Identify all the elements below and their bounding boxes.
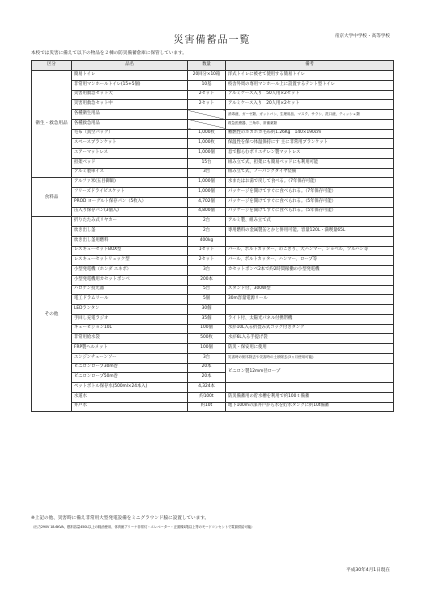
item-qty: 100個 xyxy=(188,324,226,334)
item-name: スペースブランケット xyxy=(72,139,188,149)
item-qty: 20回分×10箱 xyxy=(188,71,226,81)
table-row xyxy=(32,110,394,120)
school-name: 帝京大学中学校・高等学校 xyxy=(334,34,390,39)
table-row xyxy=(32,285,394,295)
item-name: ビニロンロープ50m巻 xyxy=(72,373,188,383)
item-qty: 5個 xyxy=(188,295,226,305)
item-qty: 4,800個 xyxy=(188,207,226,217)
item-note: 地下100mの深井戸から水を貯水タンクに約10t備蓄 xyxy=(226,402,394,412)
item-note: パッケージを開けてすぐに食べられる。（5年保存可能） xyxy=(226,207,394,217)
item-qty: 200本 xyxy=(188,275,226,285)
item-name: 手回し充電ラジオ xyxy=(72,314,188,324)
item-qty: 1,000個 xyxy=(188,178,226,188)
item-qty: 4,702個 xyxy=(188,197,226,207)
item-note: アルミケース入り 50人用×2セット xyxy=(226,90,394,100)
item-name: 毛布（真空パック） xyxy=(72,129,188,139)
item-note: 災害時の倒木除去や災害時の土砂除去(3ヵ月使用可能) xyxy=(226,353,394,363)
table-row xyxy=(32,353,394,363)
item-name: 井戸水 xyxy=(72,402,188,412)
table-row xyxy=(32,129,394,139)
item-name: エアーマットレス xyxy=(72,149,188,159)
table-row xyxy=(32,188,394,198)
table-row xyxy=(32,256,394,266)
table-row xyxy=(32,314,394,324)
item-qty: 100個 xyxy=(188,344,226,354)
table-row xyxy=(32,236,394,246)
header-quantity: 数量 xyxy=(188,61,226,71)
item-qty: 3台 xyxy=(188,266,226,276)
item-name: 小型発電機用カセットボンベ xyxy=(72,275,188,285)
table-row xyxy=(32,305,394,315)
item-note: 水またはお湯で戻して食べる。（7年保存可能） xyxy=(226,178,394,188)
table-row xyxy=(32,324,394,334)
item-note xyxy=(226,275,394,285)
item-name: 缶入り保存パン(3個入) xyxy=(72,207,188,217)
table-row xyxy=(32,402,394,412)
category-food: 食料品 xyxy=(32,178,72,217)
header-category: 区分 xyxy=(32,61,72,71)
item-name: LEDランタン xyxy=(72,305,188,315)
table-row xyxy=(32,275,394,285)
item-name: PROD ヨーグルト保存パン（5枚入） xyxy=(72,197,188,207)
table-row xyxy=(32,295,394,305)
item-qty: 1,000個 xyxy=(188,188,226,198)
item-name: キュービジョン10L xyxy=(72,324,188,334)
intro-text: 本校では災害に備えて以下の物品を２棟の防災備蓄倉庫に保管しています。 xyxy=(31,51,187,56)
item-note: ライト付、太陽光パネル付携帯機 xyxy=(226,314,394,324)
table-row xyxy=(32,227,394,237)
table-row xyxy=(32,246,394,256)
table-row xyxy=(32,71,394,81)
item-name: ペットボトル保存水(500ml×24本入) xyxy=(72,383,188,393)
item-qty: 2セット xyxy=(188,100,226,110)
item-note: 息で膨らむポリエチレン製マットレス xyxy=(226,149,394,159)
item-qty: 1,000個 xyxy=(188,149,226,159)
item-qty: 15台 xyxy=(188,158,226,168)
table-row xyxy=(32,266,394,276)
item-qty: 5台 xyxy=(188,285,226,295)
item-note: 救急医療器、三角巾、常備薬類 xyxy=(226,119,394,129)
item-note: 組み立て式、担架にも簡易ベッドにも利用可能 xyxy=(226,158,394,168)
table-row xyxy=(32,119,394,129)
item-qty: 3台 xyxy=(188,168,226,178)
item-note: パッケージを開けてすぐに食べられる。（5年保存可能） xyxy=(226,197,394,207)
item-name: アルファ米(五目御飯) xyxy=(72,178,188,188)
item-qty: 約10t xyxy=(188,402,226,412)
item-name: 水道水 xyxy=(72,392,188,402)
table-row xyxy=(32,363,394,373)
item-note: スタンド付、300W型 xyxy=(226,285,394,295)
table-header-row xyxy=(32,61,394,71)
item-name: 担架ベッド xyxy=(72,158,188,168)
item-note: 校舎外周の専用マンホール上に設置するテント型トイレ xyxy=(226,80,394,90)
item-name: アルミ製車イス xyxy=(72,168,188,178)
item-note: 水が10L入る折畳み式コック付きタンク xyxy=(226,324,394,334)
table-row xyxy=(32,139,394,149)
item-qty: 約100t xyxy=(188,392,226,402)
table-row xyxy=(32,168,394,178)
table-row xyxy=(32,197,394,207)
item-qty: 20本 xyxy=(188,373,226,383)
item-name: ハロゲン投光器 xyxy=(72,285,188,295)
table-row xyxy=(32,344,394,354)
footnote-generator: ※上記の他、災害時に備え非常用大型発電設備をミニグラウンド脇に設置しています。 xyxy=(31,516,210,521)
item-name: レスキューセットリュック型 xyxy=(72,256,188,266)
table-row xyxy=(32,149,394,159)
item-note: 保温性を保つ体温保持にす 主に非常用ブランケット xyxy=(226,139,394,149)
item-name: 小型発電機（ホンダ エネポ） xyxy=(72,266,188,276)
table-row xyxy=(32,90,394,100)
item-qty-empty xyxy=(188,110,226,120)
item-note: 難燃性のホカホカ毛布約1.26Kg 140×190cm xyxy=(226,129,394,139)
item-name: FRP製ヘルメット xyxy=(72,344,188,354)
item-name: 非常用給水袋 xyxy=(72,334,188,344)
item-note: 消毒液、ガーゼ類、ガットバン、生理用品、マスク、サラシ、洗口液、ティッシュ類 xyxy=(226,110,394,120)
item-note: 防災備蓄用の貯水槽を利用で約100ｔ備蓄 xyxy=(226,392,394,402)
item-name: 簡易トイレ xyxy=(72,71,188,81)
item-note: 防災・保安用に使用 xyxy=(226,344,394,354)
item-qty: 2台 xyxy=(188,217,226,227)
item-name: 炊き出し釜用燃料 xyxy=(72,236,188,246)
item-name: 非常用マンホールトイレ(15+5個) xyxy=(72,80,188,90)
item-qty: 10基 xyxy=(188,80,226,90)
table-row xyxy=(32,178,394,188)
item-qty: 2台 xyxy=(188,227,226,237)
table-row xyxy=(32,207,394,217)
item-qty: 30個 xyxy=(188,305,226,315)
item-qty: 35個 xyxy=(188,314,226,324)
category-other: その他 xyxy=(32,217,72,412)
item-name: ビニロンロープ30m巻 xyxy=(72,363,188,373)
item-name: エンジンチェーンソー xyxy=(72,353,188,363)
item-name: 災害用救急セット大 xyxy=(72,90,188,100)
table-row xyxy=(32,383,394,393)
item-note xyxy=(226,383,394,393)
item-note xyxy=(226,236,394,246)
item-note: バール、ボルトカッター、ハンマー、ロープ等 xyxy=(226,256,394,266)
item-note: バール、ボルトカッター、のこぎり、大ハンマー、ショベル、ツルハシ等 xyxy=(226,246,394,256)
item-qty-empty xyxy=(188,119,226,129)
item-note: 専用燃料の金属製缶とかと併用可能。容量120L・満喫量65L xyxy=(226,227,394,237)
item-note: 洋式トイレに被せて使用する簡易トイレ xyxy=(226,71,394,81)
page-title: 災害備蓄品一覧 xyxy=(173,35,251,46)
item-note xyxy=(226,305,394,315)
item-qty: 2セット xyxy=(188,90,226,100)
item-note-rope: ビニロン製12mm径ロープ xyxy=(226,363,394,383)
item-qty: 1,000枚 xyxy=(188,129,226,139)
item-qty: 20本 xyxy=(188,363,226,373)
table-row xyxy=(32,158,394,168)
item-qty: 1,000枚 xyxy=(188,139,226,149)
header-item-name: 品名 xyxy=(72,61,188,71)
item-name: 折りたたみ式リヤカー xyxy=(72,217,188,227)
item-note: パッケージを開けてすぐに食べられる。（7年保存可能） xyxy=(226,188,394,198)
table-row xyxy=(32,392,394,402)
table-row xyxy=(32,334,394,344)
category-sanitation: 衛生・救急用品 xyxy=(32,71,72,178)
item-note: 組み立て式、ノーパンクタイヤ装備 xyxy=(226,168,394,178)
item-note: 30m容量電源リール xyxy=(226,295,394,305)
item-note: アルミケース入り 20人用×2セット xyxy=(226,100,394,110)
item-name: 電工ドラムリール xyxy=(72,295,188,305)
item-note: カセットボンベ2本で約2時間稼働の小型発電機 xyxy=(226,266,394,276)
footnote-generator-detail: （出力290V 18.6KVA、燃料容量450L以上の軽油使用、体育館アリーナ非常灯・エレベーター・正面棟1階以上等のモードコンセントで電源供給可能） xyxy=(31,525,255,529)
inventory-table xyxy=(31,60,394,412)
item-name: 災害用救急セット中 xyxy=(72,100,188,110)
item-note: 水が6L入る手提げ袋 xyxy=(226,334,394,344)
item-name: 炊き出し釜 xyxy=(72,227,188,237)
item-name: フリーズドライビスケット xyxy=(72,188,188,198)
item-qty: 3台 xyxy=(188,353,226,363)
table-row xyxy=(32,80,394,90)
item-qty: 4,324本 xyxy=(188,383,226,393)
item-name: レスキューセットBOX型 xyxy=(72,246,188,256)
item-name: 各種衛生用品 xyxy=(72,110,188,120)
item-qty: 2セット xyxy=(188,256,226,266)
header-remarks: 備考 xyxy=(226,61,394,71)
item-qty: 400kg xyxy=(188,236,226,246)
table-row xyxy=(32,217,394,227)
item-name: 各種救急用品 xyxy=(72,119,188,129)
item-note: アルミ製、組み立て式 xyxy=(226,217,394,227)
table-row xyxy=(32,100,394,110)
as-of-date: 平成30年4月1日現在 xyxy=(346,568,390,573)
item-qty: 1セット xyxy=(188,246,226,256)
item-qty: 500枚 xyxy=(188,334,226,344)
